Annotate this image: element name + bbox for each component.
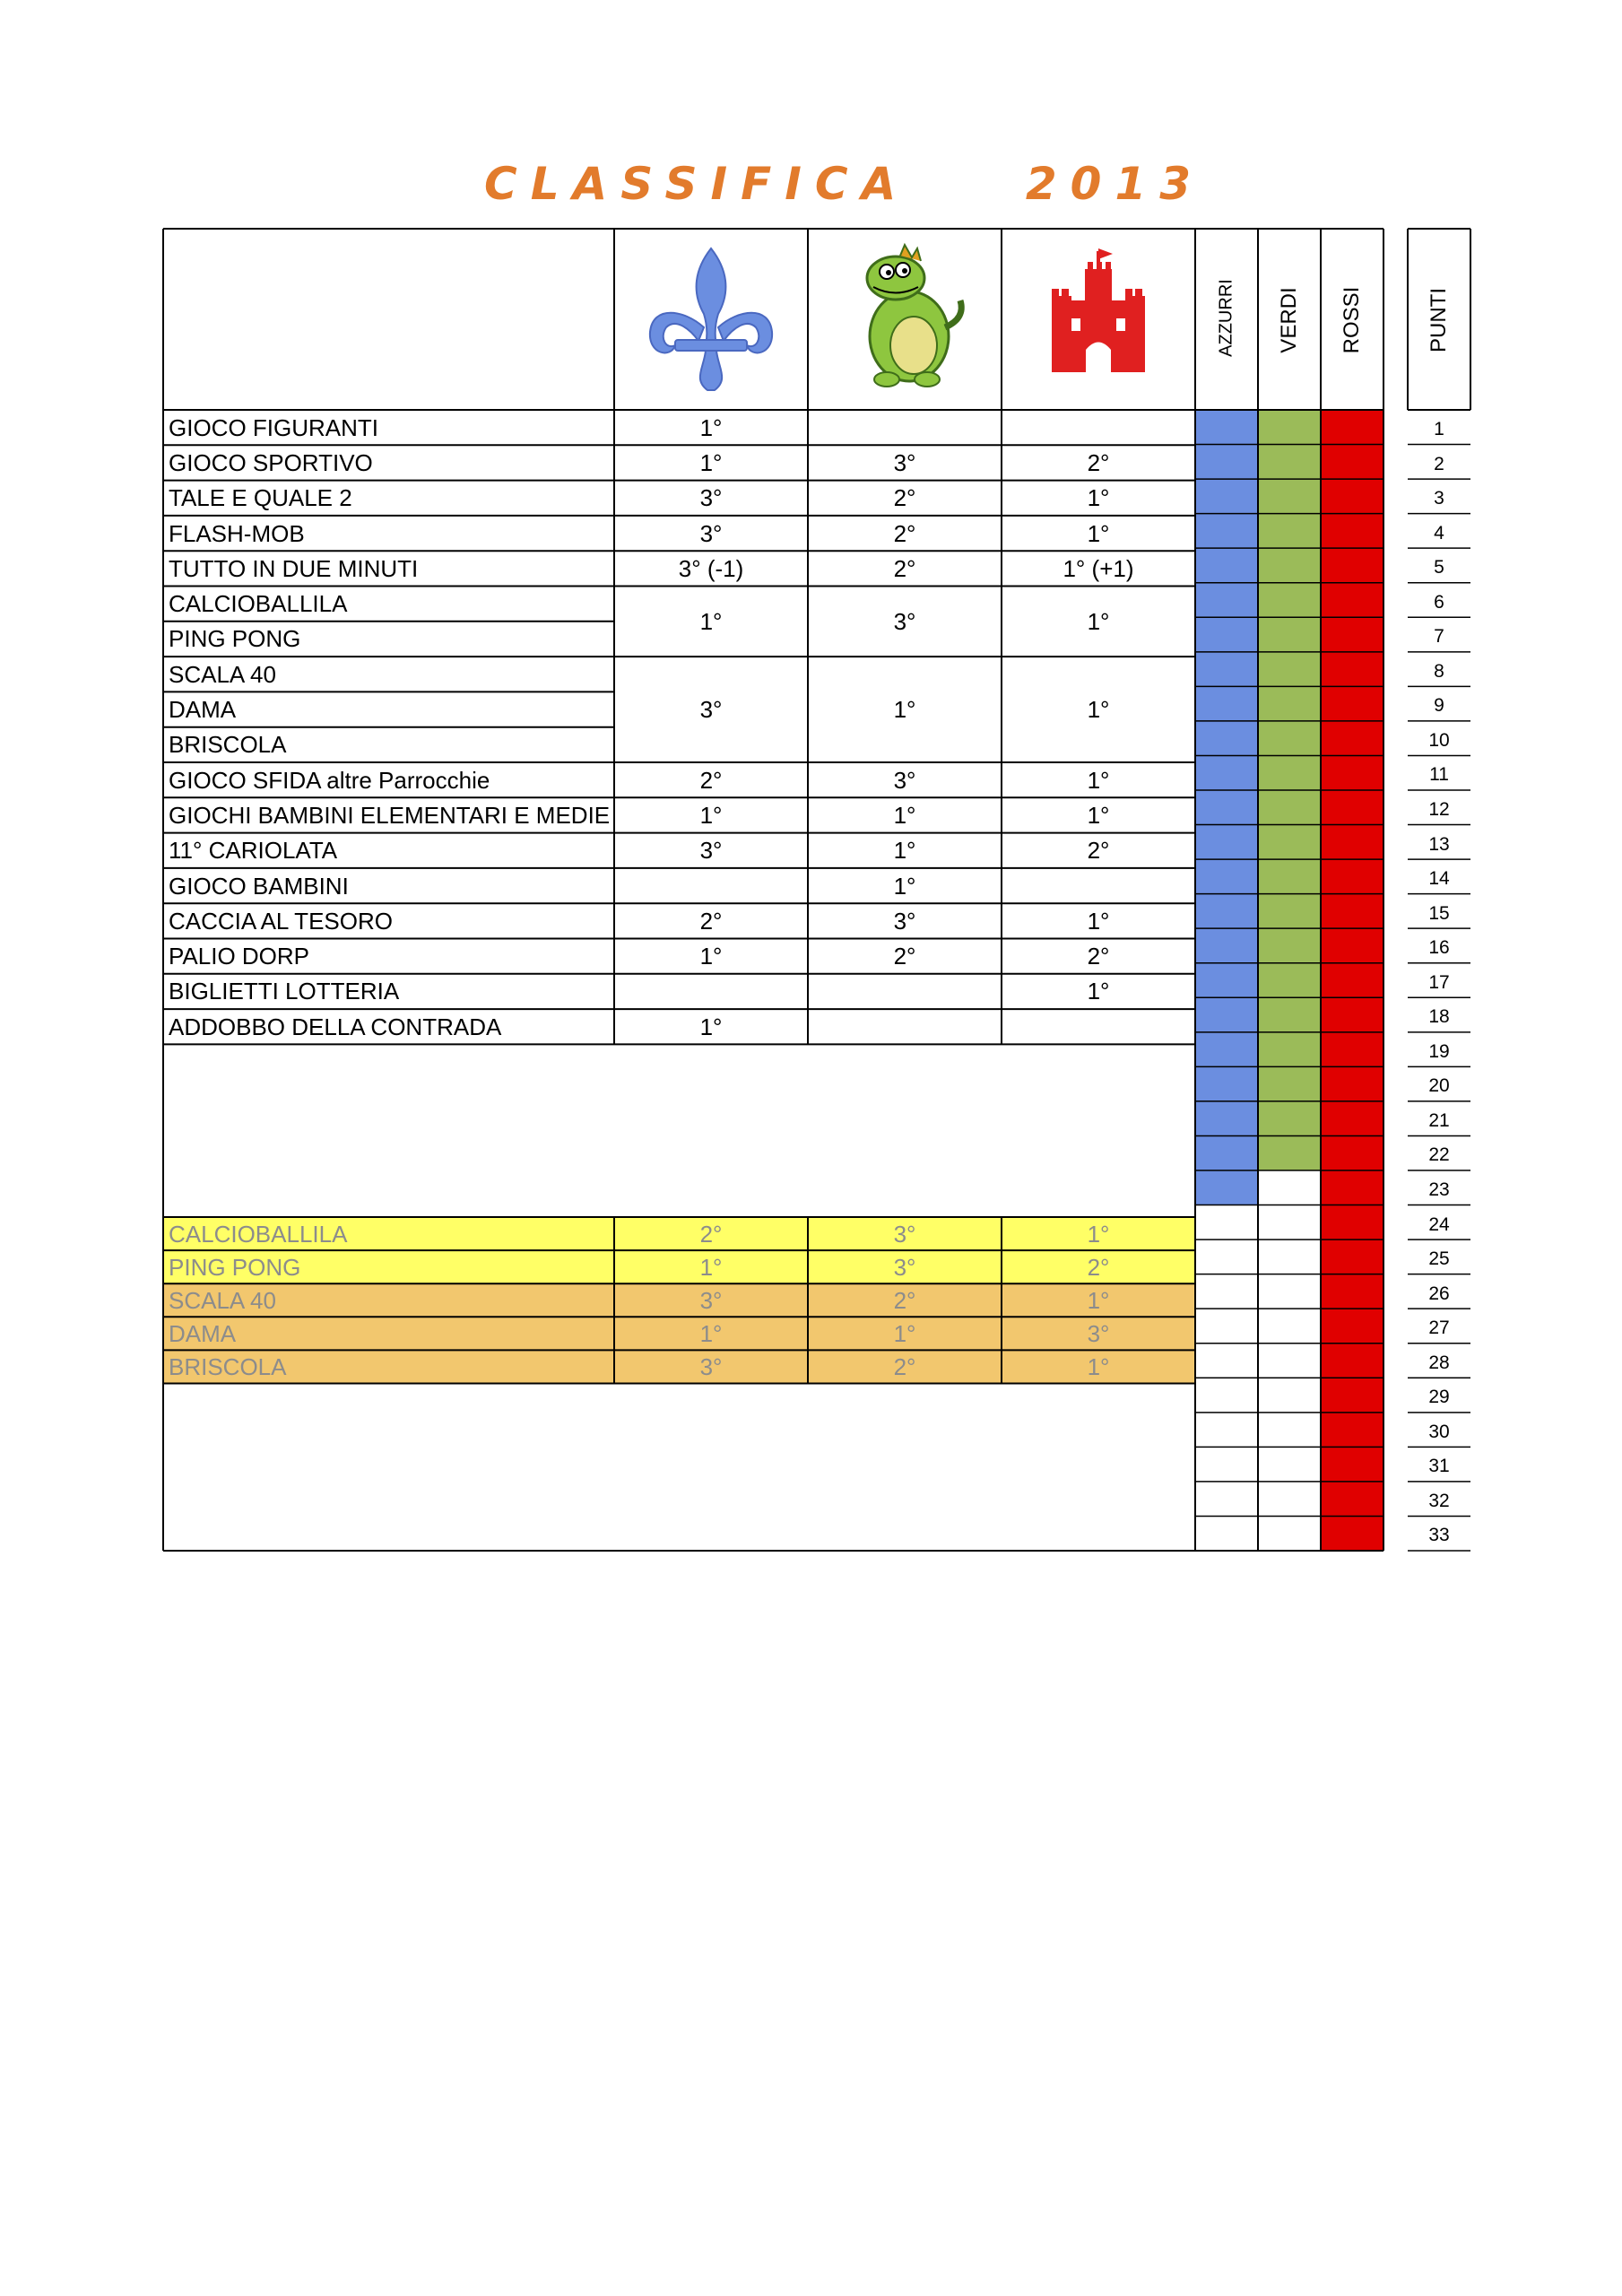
result-cell: 1° bbox=[893, 872, 916, 900]
bonus-result-cell: 1° bbox=[699, 1319, 723, 1347]
points-number: 27 bbox=[1428, 1318, 1450, 1339]
bonus-game-label: BRISCOLA bbox=[169, 1352, 287, 1380]
azzurri-bar bbox=[1195, 410, 1258, 1205]
result-cell: 1° bbox=[1087, 978, 1110, 1005]
bonus-result-cell: 3° bbox=[699, 1286, 723, 1314]
castle-icon bbox=[1052, 248, 1145, 372]
points-number: 28 bbox=[1428, 1352, 1450, 1373]
bonus-result-cell: 3° bbox=[893, 1220, 916, 1248]
points-number: 24 bbox=[1428, 1213, 1450, 1235]
result-cell: 1° bbox=[1087, 519, 1110, 547]
points-number: 11 bbox=[1429, 764, 1449, 786]
game-label: CACCIA AL TESORO bbox=[169, 907, 393, 935]
game-label: GIOCHI BAMBINI ELEMENTARI E MEDIE bbox=[169, 801, 611, 829]
result-cell: 3° (-1) bbox=[678, 554, 744, 582]
result-cell: 3° bbox=[699, 696, 723, 724]
game-label: CALCIOBALLILA bbox=[169, 590, 348, 618]
bonus-result-cell: 2° bbox=[893, 1286, 916, 1314]
result-cell: 2° bbox=[1087, 448, 1110, 476]
points-number: 7 bbox=[1434, 626, 1444, 648]
game-label: TALE E QUALE 2 bbox=[169, 484, 352, 512]
points-number: 25 bbox=[1428, 1248, 1450, 1270]
result-cell: 1° bbox=[699, 801, 723, 829]
result-cell: 3° bbox=[893, 607, 916, 635]
bonus-result-cell: 2° bbox=[1087, 1253, 1110, 1281]
bonus-result-cell: 1° bbox=[1087, 1220, 1110, 1248]
result-cell: 3° bbox=[699, 837, 723, 865]
points-number: 4 bbox=[1434, 522, 1444, 544]
points-number: 1 bbox=[1434, 419, 1444, 439]
game-label: GIOCO BAMBINI bbox=[169, 872, 349, 900]
points-number: 26 bbox=[1428, 1283, 1450, 1304]
bonus-result-cell: 3° bbox=[699, 1352, 723, 1380]
rossi-header: ROSSI bbox=[1340, 286, 1364, 354]
result-cell: 1° bbox=[1087, 801, 1110, 829]
bonus-game-label: DAMA bbox=[169, 1319, 237, 1347]
game-label: DAMA bbox=[169, 696, 237, 724]
points-number: 23 bbox=[1428, 1179, 1450, 1200]
result-cell: 2° bbox=[699, 907, 723, 935]
game-label: GIOCO SPORTIVO bbox=[169, 448, 373, 476]
result-cell: 1° bbox=[699, 448, 723, 476]
result-cell: 3° bbox=[699, 519, 723, 547]
points-number: 33 bbox=[1428, 1525, 1450, 1546]
result-cell: 1° bbox=[699, 413, 723, 441]
game-label: TUTTO IN DUE MINUTI bbox=[169, 554, 419, 582]
points-number: 9 bbox=[1434, 695, 1444, 717]
game-label: GIOCO FIGURANTI bbox=[169, 413, 378, 441]
result-cell: 1° bbox=[699, 1013, 723, 1040]
bonus-result-cell: 3° bbox=[1087, 1319, 1110, 1347]
points-number: 5 bbox=[1434, 557, 1444, 578]
bonus-game-label: SCALA 40 bbox=[169, 1286, 276, 1314]
points-number: 15 bbox=[1428, 902, 1450, 924]
result-cell: 1° (+1) bbox=[1063, 554, 1134, 582]
points-number: 31 bbox=[1428, 1456, 1450, 1477]
result-cell bbox=[1002, 1009, 1195, 1044]
result-cell: 3° bbox=[893, 907, 916, 935]
points-number: 32 bbox=[1428, 1490, 1450, 1511]
result-cell: 1° bbox=[699, 607, 723, 635]
result-cell: 1° bbox=[893, 837, 916, 865]
points-number: 8 bbox=[1434, 660, 1444, 682]
points-number: 22 bbox=[1428, 1144, 1450, 1166]
points-number: 20 bbox=[1428, 1075, 1450, 1097]
result-cell: 2° bbox=[893, 554, 916, 582]
result-cell: 2° bbox=[1087, 837, 1110, 865]
result-cell: 2° bbox=[893, 519, 916, 547]
game-label: BRISCOLA bbox=[169, 731, 287, 759]
fleur-de-lis-icon bbox=[650, 248, 772, 390]
page-title: CLASSIFICA 2013 bbox=[484, 158, 1205, 210]
bonus-game-label: PING PONG bbox=[169, 1253, 301, 1281]
result-cell bbox=[1002, 410, 1195, 445]
game-label: BIGLIETTI LOTTERIA bbox=[169, 978, 400, 1005]
result-cell bbox=[808, 410, 1002, 445]
result-cell: 1° bbox=[1087, 907, 1110, 935]
points-number: 2 bbox=[1434, 453, 1444, 474]
result-cell: 3° bbox=[893, 448, 916, 476]
result-cell bbox=[614, 974, 808, 1009]
result-cell bbox=[614, 868, 808, 903]
dragon-icon bbox=[867, 245, 961, 387]
bonus-result-cell: 1° bbox=[1087, 1352, 1110, 1380]
result-cell: 1° bbox=[699, 943, 723, 970]
bonus-result-cell: 2° bbox=[893, 1352, 916, 1380]
result-cell bbox=[808, 1009, 1002, 1044]
result-cell: 2° bbox=[893, 943, 916, 970]
game-label: ADDOBBO DELLA CONTRADA bbox=[169, 1013, 502, 1040]
points-number: 6 bbox=[1434, 591, 1444, 613]
game-label: PALIO DORP bbox=[169, 943, 310, 970]
points-number: 3 bbox=[1434, 488, 1444, 509]
bonus-result-cell: 2° bbox=[699, 1220, 723, 1248]
result-cell: 1° bbox=[893, 801, 916, 829]
points-number: 19 bbox=[1428, 1040, 1450, 1062]
game-label: 11° CARIOLATA bbox=[169, 837, 338, 865]
rossi-bar bbox=[1321, 410, 1383, 1551]
result-cell: 1° bbox=[1087, 607, 1110, 635]
result-cell bbox=[808, 974, 1002, 1009]
bonus-result-cell: 1° bbox=[893, 1319, 916, 1347]
points-number: 21 bbox=[1428, 1109, 1450, 1131]
points-number: 29 bbox=[1428, 1387, 1450, 1408]
points-header: PUNTI bbox=[1427, 288, 1451, 352]
result-cell: 1° bbox=[1087, 484, 1110, 512]
points-number: 14 bbox=[1428, 868, 1450, 890]
points-number: 12 bbox=[1428, 799, 1450, 820]
points-number: 13 bbox=[1428, 833, 1450, 855]
bonus-result-cell: 1° bbox=[1087, 1286, 1110, 1314]
game-label: FLASH-MOB bbox=[169, 519, 305, 547]
result-cell: 2° bbox=[893, 484, 916, 512]
points-number: 18 bbox=[1428, 1006, 1450, 1028]
verdi-header: VERDI bbox=[1277, 287, 1301, 353]
result-cell: 3° bbox=[893, 766, 916, 794]
points-number: 16 bbox=[1428, 937, 1450, 959]
points-number: 17 bbox=[1428, 971, 1450, 993]
game-label: SCALA 40 bbox=[169, 660, 276, 688]
result-cell bbox=[1002, 868, 1195, 903]
result-cell: 3° bbox=[699, 484, 723, 512]
result-cell: 1° bbox=[893, 696, 916, 724]
result-cell: 1° bbox=[1087, 766, 1110, 794]
points-number: 30 bbox=[1428, 1421, 1450, 1442]
result-cell: 1° bbox=[1087, 696, 1110, 724]
result-cell: 2° bbox=[699, 766, 723, 794]
bonus-result-cell: 3° bbox=[893, 1253, 916, 1281]
game-label: GIOCO SFIDA altre Parrocchie bbox=[169, 766, 490, 794]
azzurri-header: AZZURRI bbox=[1216, 279, 1236, 357]
points-number: 10 bbox=[1428, 729, 1450, 751]
result-cell: 2° bbox=[1087, 943, 1110, 970]
bonus-result-cell: 1° bbox=[699, 1253, 723, 1281]
game-label: PING PONG bbox=[169, 625, 301, 653]
bonus-game-label: CALCIOBALLILA bbox=[169, 1220, 348, 1248]
